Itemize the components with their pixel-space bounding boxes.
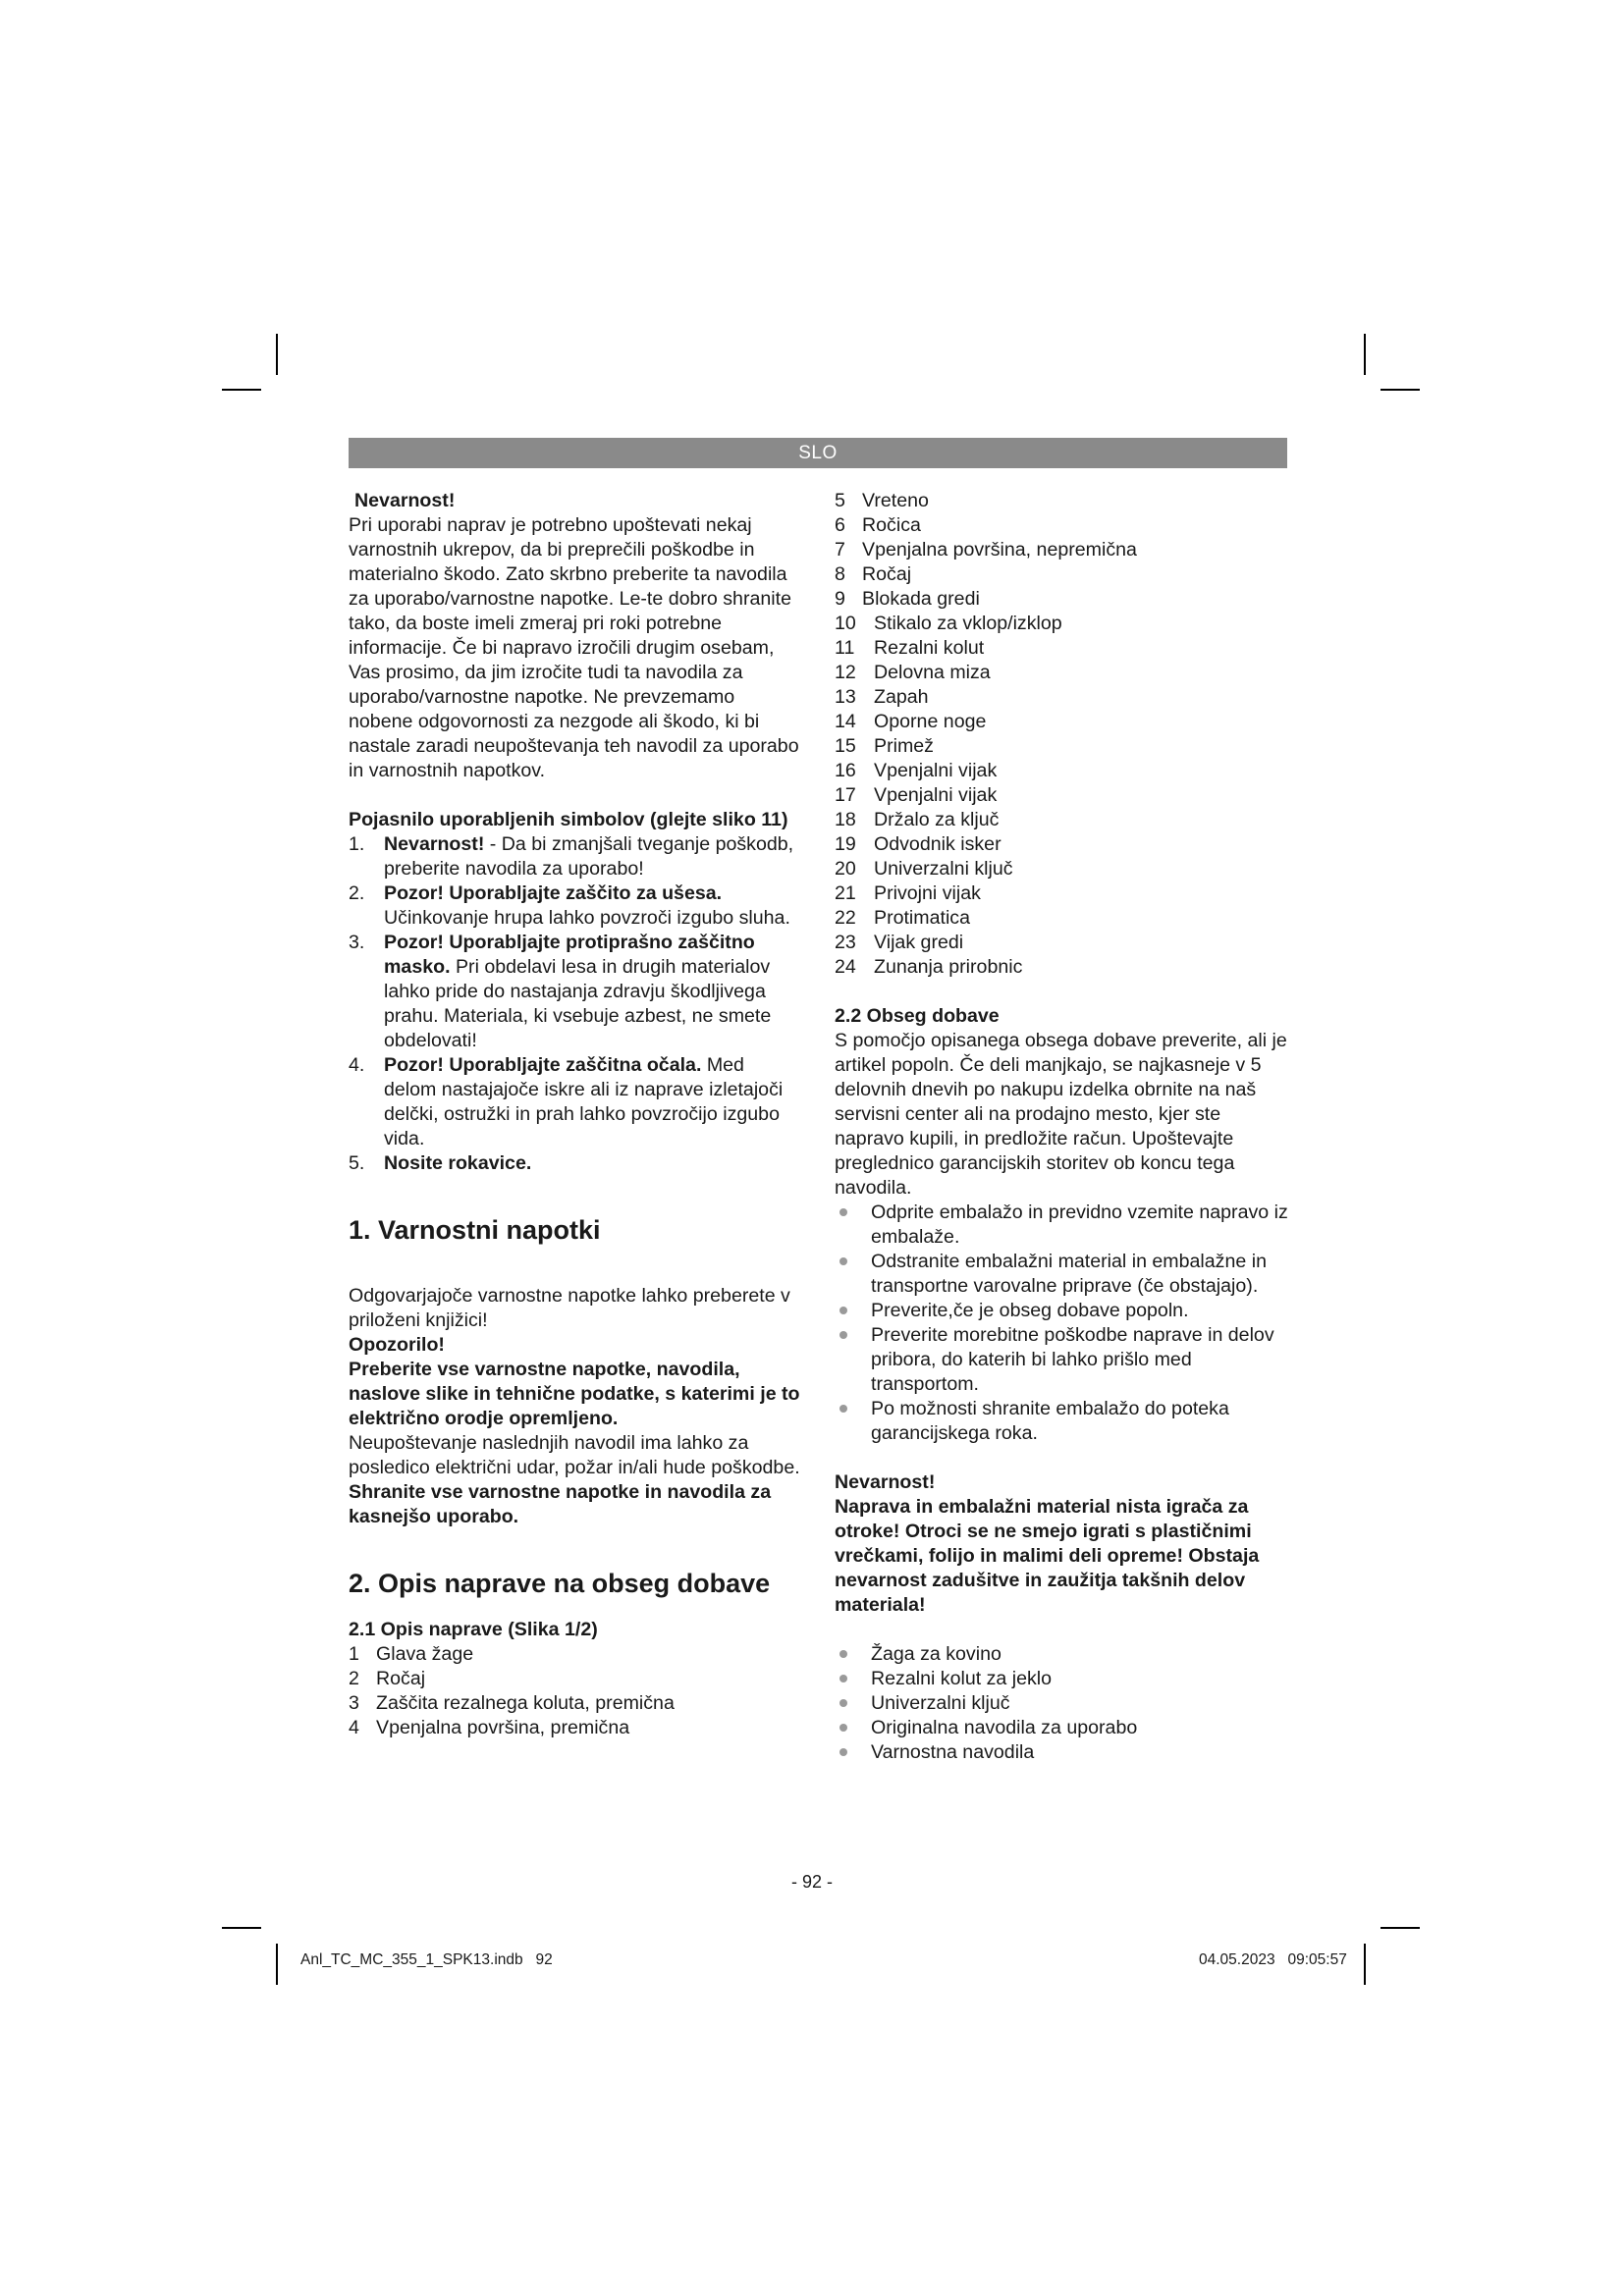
parts-list-right-a xyxy=(835,489,1288,612)
part-item: 3 Zaščita rezalnega koluta, premična xyxy=(349,1692,675,1714)
part-item: 4 Vpenjalna površina, premična xyxy=(349,1717,630,1738)
crop-mark-top-right-h xyxy=(1380,389,1420,391)
bullet-icon xyxy=(839,1724,847,1732)
symbol-item: 3. Pozor! Uporabljajte protiprašno zaščitno masko. Pri obdelavi lesa in drugih materialov lahko pride do nastajanja zdravju škodljivega prahu. Materiala, ki vsebuje azbest, ne smete obdelovati! xyxy=(349,932,772,1051)
bullet-icon xyxy=(839,1405,847,1413)
bullet-icon xyxy=(839,1208,847,1216)
delivery-item: Originalna navodila za uporabo xyxy=(835,1716,1288,1740)
scope-step: Preverite,če je obseg dobave popoln. xyxy=(835,1299,1288,1323)
part-item: 2 Ročaj xyxy=(349,1668,426,1689)
delivery-item: Žaga za kovino xyxy=(835,1642,1288,1667)
warning-title: Opozorilo! xyxy=(349,1334,445,1356)
parts-list-left xyxy=(349,1642,800,1740)
section-2-2-title: 2.2 Obseg dobave xyxy=(835,1005,1000,1027)
scope-text: S pomočjo opisanega obsega dobave preverite, ali je artikel popoln. Če deli manjkajo, se najkasneje v 5 delovnih dnevih po nakupu izdelka obrnite na naš servisni center ali na prodajno mesto, kjer ste napravo kupili, in predložite račun. Upoštevajte preglednico garancijskih storitev ob koncu tega navodila. xyxy=(835,1030,1287,1199)
bullet-icon xyxy=(839,1307,847,1314)
part-item: 17 Vpenjalni vijak xyxy=(835,784,998,806)
warning-bold-text: Preberite vse varnostne napotke, navodila, naslove slike in tehnične podatke, s katerimi je to električno orodje opremljeno. xyxy=(349,1359,800,1429)
part-item: 11 Rezalni kolut xyxy=(835,637,985,659)
crop-mark-top-left-v xyxy=(276,334,278,375)
bullet-icon xyxy=(839,1331,847,1339)
part-item: 20 Univerzalni ključ xyxy=(835,858,1013,880)
parts-list-right-b xyxy=(835,612,1288,980)
crop-mark-top-left-h xyxy=(222,389,261,391)
section-1-title: 1. Varnostni napotki xyxy=(349,1215,601,1245)
warning-text: Neupoštevanje naslednjih navodil ima lahko za posledico električni udar, požar in/ali hude poškodbe. xyxy=(349,1432,800,1478)
part-item: 16 Vpenjalni vijak xyxy=(835,760,998,781)
danger-2-text: Naprava in embalažni material nista igrača za otroke! Otroci se ne smejo igrati s plastičnimi vrečkami, folijo in malimi deli opreme! Obstaja nevarnost zadušitve in zaužitja takšnih delov materiala! xyxy=(835,1496,1260,1616)
bullet-icon xyxy=(839,1257,847,1265)
symbols-title: Pojasnilo uporabljenih simbolov (glejte sliko 11) xyxy=(349,809,788,830)
part-item: 19 Odvodnik isker xyxy=(835,833,1001,855)
bullet-icon xyxy=(839,1675,847,1682)
crop-mark-bottom-right-h xyxy=(1380,1927,1420,1929)
scope-step: Preverite morebitne poškodbe naprave in delov pribora, do katerih bi lahko prišlo med transportom. xyxy=(835,1323,1288,1397)
part-item: 23 Vijak gredi xyxy=(835,932,964,953)
scope-step: Po možnosti shranite embalažo do poteka garancijskega roka. xyxy=(835,1397,1288,1446)
part-item: 6 Ročica xyxy=(835,514,921,536)
part-item: 13 Zapah xyxy=(835,686,929,708)
section-2-title: 2. Opis naprave na obseg dobave xyxy=(349,1569,771,1598)
part-item: 8 Ročaj xyxy=(835,563,912,585)
section-1-intro: Odgovarjajoče varnostne napotke lahko preberete v priloženi knjižici! xyxy=(349,1285,790,1331)
footer-timestamp: 04.05.2023 09:05:57 xyxy=(1199,1951,1347,1968)
part-item: 9 Blokada gredi xyxy=(835,588,980,610)
symbol-item: 5. Nosite rokavice. xyxy=(349,1152,532,1174)
footer-file-name: Anl_TC_MC_355_1_SPK13.indb 92 xyxy=(300,1951,553,1968)
danger-title: Nevarnost! xyxy=(354,490,456,511)
part-item: 21 Privojni vijak xyxy=(835,882,981,904)
part-item: 7 Vpenjalna površina, nepremična xyxy=(835,539,1137,561)
crop-mark-bottom-left-v xyxy=(276,1944,278,1985)
crop-mark-bottom-right-v xyxy=(1364,1944,1366,1985)
delivery-item: Univerzalni ključ xyxy=(835,1691,1288,1716)
danger-text: Pri uporabi naprav je potrebno upoštevati nekaj varnostnih ukrepov, da bi preprečili poškodbe in materialno škodo. Zato skrbno preberite ta navodila za uporabo/varnostne napotke. Le-te dobro shranite tako, da boste imeli zmeraj pri roki potrebne informacije. Če bi napravo izročili drugim osebam, Vas prosimo, da jim izročite tudi ta navodila za uporabo/varnostne napotke. Ne prevzemamo nobene odgovornosti za nezgode ali škodo, ki bi nastale zaradi neupoštevanja teh navodil za uporabo in varnostnih napotkov. xyxy=(349,514,799,781)
warning-keep-text: Shranite vse varnostne napotke in navodila za kasnejšo uporabo. xyxy=(349,1481,772,1527)
delivery-item: Rezalni kolut za jeklo xyxy=(835,1667,1288,1691)
crop-mark-bottom-left-h xyxy=(222,1927,261,1929)
crop-mark-top-right-v xyxy=(1364,334,1366,375)
left-column xyxy=(349,489,800,1740)
delivery-items-list xyxy=(835,1642,1288,1765)
right-column xyxy=(835,489,1288,1765)
section-2-1-title: 2.1 Opis naprave (Slika 1/2) xyxy=(349,1619,598,1640)
part-item: 15 Primež xyxy=(835,735,934,757)
scope-steps-list xyxy=(835,1201,1288,1446)
bullet-icon xyxy=(839,1748,847,1756)
symbol-item: 2. Pozor! Uporabljajte zaščito za ušesa. Učinkovanje hrupa lahko povzroči izgubo sluha. xyxy=(349,882,790,929)
symbol-item: 1. Nevarnost! - Da bi zmanjšali tveganje poškodb, preberite navodila za uporabo! xyxy=(349,833,794,880)
part-item: 12 Delovna miza xyxy=(835,662,991,683)
bullet-icon xyxy=(839,1650,847,1658)
part-item: 18 Držalo za ključ xyxy=(835,809,1000,830)
part-item: 1 Glava žage xyxy=(349,1643,474,1665)
language-header-bar: SLO xyxy=(349,438,1287,468)
delivery-item: Varnostna navodila xyxy=(835,1740,1288,1765)
scope-step: Odprite embalažo in previdno vzemite napravo iz embalaže. xyxy=(835,1201,1288,1250)
symbols-list xyxy=(349,832,800,1176)
part-item: 10 Stikalo za vklop/izklop xyxy=(835,613,1062,634)
scope-step: Odstranite embalažni material in embalažne in transportne varovalne priprave (če obstajajo). xyxy=(835,1250,1288,1299)
page-number: - 92 - xyxy=(790,1872,833,1892)
part-item: 14 Oporne noge xyxy=(835,711,987,732)
bullet-icon xyxy=(839,1699,847,1707)
part-item: 5 Vreteno xyxy=(835,490,929,511)
symbol-item: 4. Pozor! Uporabljajte zaščitna očala. Med delom nastajajoče iskre ali iz naprave izletajoči delčki, ostružki in prah lahko povzročijo izgubo vida. xyxy=(349,1054,784,1149)
part-item: 22 Protimatica xyxy=(835,907,970,929)
danger-2-title: Nevarnost! xyxy=(835,1471,936,1493)
part-item: 24 Zunanja prirobnic xyxy=(835,956,1023,978)
